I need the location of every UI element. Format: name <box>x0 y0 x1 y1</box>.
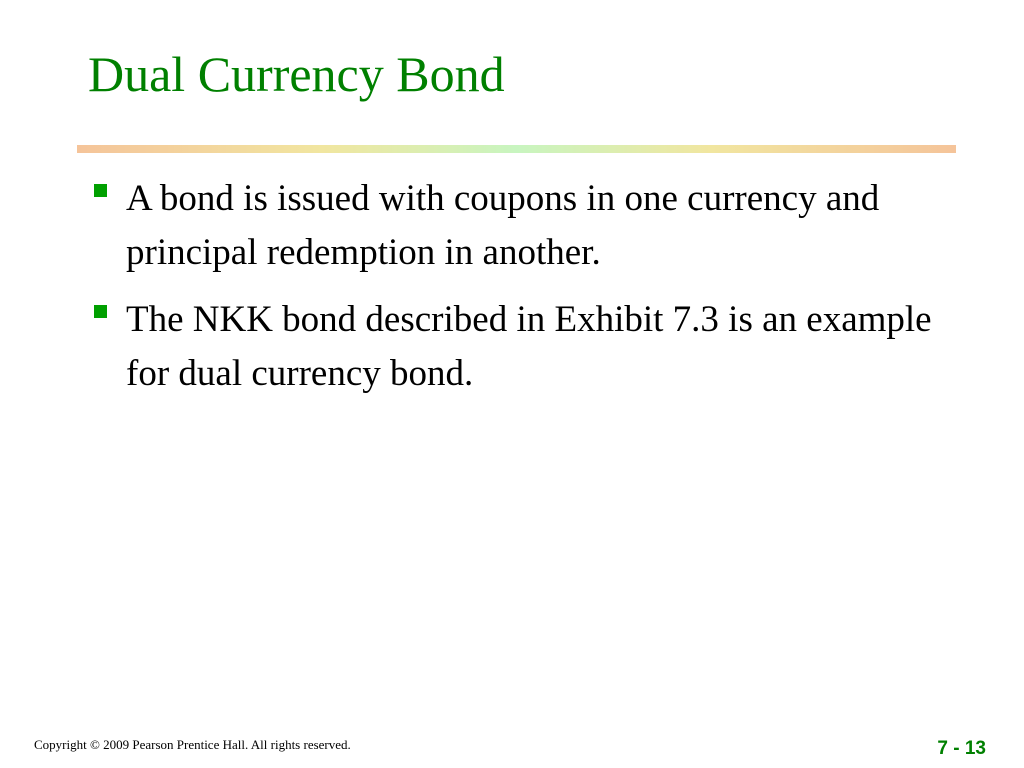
green-square-bullet-icon <box>94 305 107 318</box>
bullet-text: A bond is issued with coupons in one currency and principal redemption in another. <box>126 178 880 273</box>
bullet-list <box>90 172 950 414</box>
bullet-item <box>90 172 950 280</box>
bullet-item <box>90 293 950 401</box>
page-number: 7 - 13 <box>937 738 986 759</box>
copyright-notice: Copyright © 2009 Pearson Prentice Hall. All rights reserved. <box>34 737 351 752</box>
bullet-text: The NKK bond described in Exhibit 7.3 is an example for dual currency bond. <box>126 299 932 394</box>
title-divider <box>77 145 956 153</box>
slide-title: Dual Currency Bond <box>88 46 505 102</box>
green-square-bullet-icon <box>94 184 107 197</box>
